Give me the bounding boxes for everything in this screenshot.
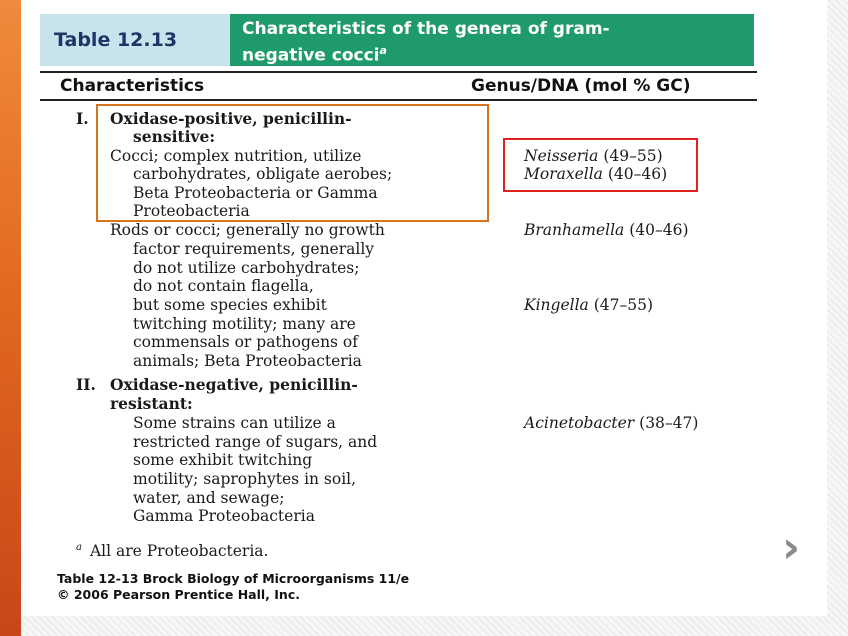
table-title-line-2-text: negative cocci [242, 45, 380, 66]
genus-gc-range: (47–55) [593, 296, 654, 314]
section-1-group-1-line: carbohydrates, obligate aerobes; [133, 165, 393, 183]
header-rule-top [40, 71, 757, 73]
section-2-line: Some strains can utilize a [133, 414, 336, 432]
table-title-line-1: Characteristics of the genera of gram- [242, 19, 610, 39]
footnote-text: All are Proteobacteria. [89, 542, 269, 561]
bottom-edge-texture [21, 616, 827, 636]
right-edge-texture [827, 0, 848, 636]
section-1-numeral: I. [76, 109, 89, 128]
genus-gc-range: (38–47) [639, 414, 699, 432]
table-number-label: Table 12.13 [40, 14, 230, 66]
table-title [230, 14, 754, 66]
table-title-footnote-mark: a [379, 44, 387, 57]
genus-branhamella [524, 221, 689, 239]
header-rule-bottom [40, 99, 757, 101]
genus-acinetobacter [524, 414, 698, 432]
section-2-line: restricted range of sugars, and [133, 433, 378, 451]
genus-name: Moraxella [524, 165, 603, 183]
section-1-group-2-line: factor requirements, generally [133, 240, 375, 258]
section-1-group-2-line: do not utilize carbohydrates; [133, 259, 360, 277]
genus-gc-range: (40–46) [607, 165, 668, 183]
section-1-group-2-line: commensals or pathogens of [133, 333, 358, 351]
left-accent-strip [0, 0, 21, 636]
section-1-heading-line-1: Oxidase-positive, penicillin- [110, 109, 352, 128]
credit-line-1: Table 12-13 Brock Biology of Microorganisms 11/e [57, 571, 410, 586]
section-1-group-2-line: animals; Beta Proteobacteria [133, 352, 362, 370]
footnote [76, 542, 268, 560]
genus-gc-range: (49–55) [603, 147, 663, 165]
footnote-mark: a [76, 542, 82, 553]
section-1-heading-line-2: sensitive: [133, 127, 216, 146]
section-1-group-2-line: Rods or cocci; generally no growth [110, 221, 385, 239]
section-2-heading-line-2: resistant: [110, 394, 193, 413]
column-header-genus: Genus/DNA (mol % GC) [471, 76, 691, 96]
section-2-line: some exhibit twitching [133, 451, 313, 469]
section-2-line: water, and sewage; [133, 489, 285, 507]
table-title-line-2 [242, 40, 744, 67]
section-1-group-1-line: Beta Proteobacteria or Gamma [133, 184, 378, 202]
section-2-numeral: II. [76, 375, 96, 394]
section-2-line: motility; saprophytes in soil, [133, 470, 357, 488]
section-2-heading-line-1: Oxidase-negative, penicillin- [110, 375, 358, 394]
highlight-box-red [503, 138, 698, 192]
genus-name: Neisseria [524, 147, 599, 165]
credit-line-2: © 2006 Pearson Prentice Hall, Inc. [57, 587, 300, 602]
highlight-box-orange [96, 104, 489, 222]
section-1-group-2-line: twitching motility; many are [133, 315, 356, 333]
genus-name: Acinetobacter [524, 414, 635, 432]
section-1-group-2-line: but some species exhibit [133, 296, 327, 314]
genus-name: Kingella [524, 296, 589, 314]
genus-kingella [524, 296, 653, 314]
genus-name: Branhamella [524, 221, 625, 239]
section-2-line: Gamma Proteobacteria [133, 507, 315, 525]
section-1-group-2-line: do not contain flagella, [133, 277, 314, 295]
column-header-characteristics: Characteristics [60, 76, 205, 96]
section-1-group-1-line: Proteobacteria [133, 202, 250, 220]
genus-gc-range: (40–46) [629, 221, 689, 239]
next-slide-chevron-icon[interactable]: › [782, 522, 801, 573]
section-1-group-1-line: Cocci; complex nutrition, utilize [110, 147, 362, 165]
